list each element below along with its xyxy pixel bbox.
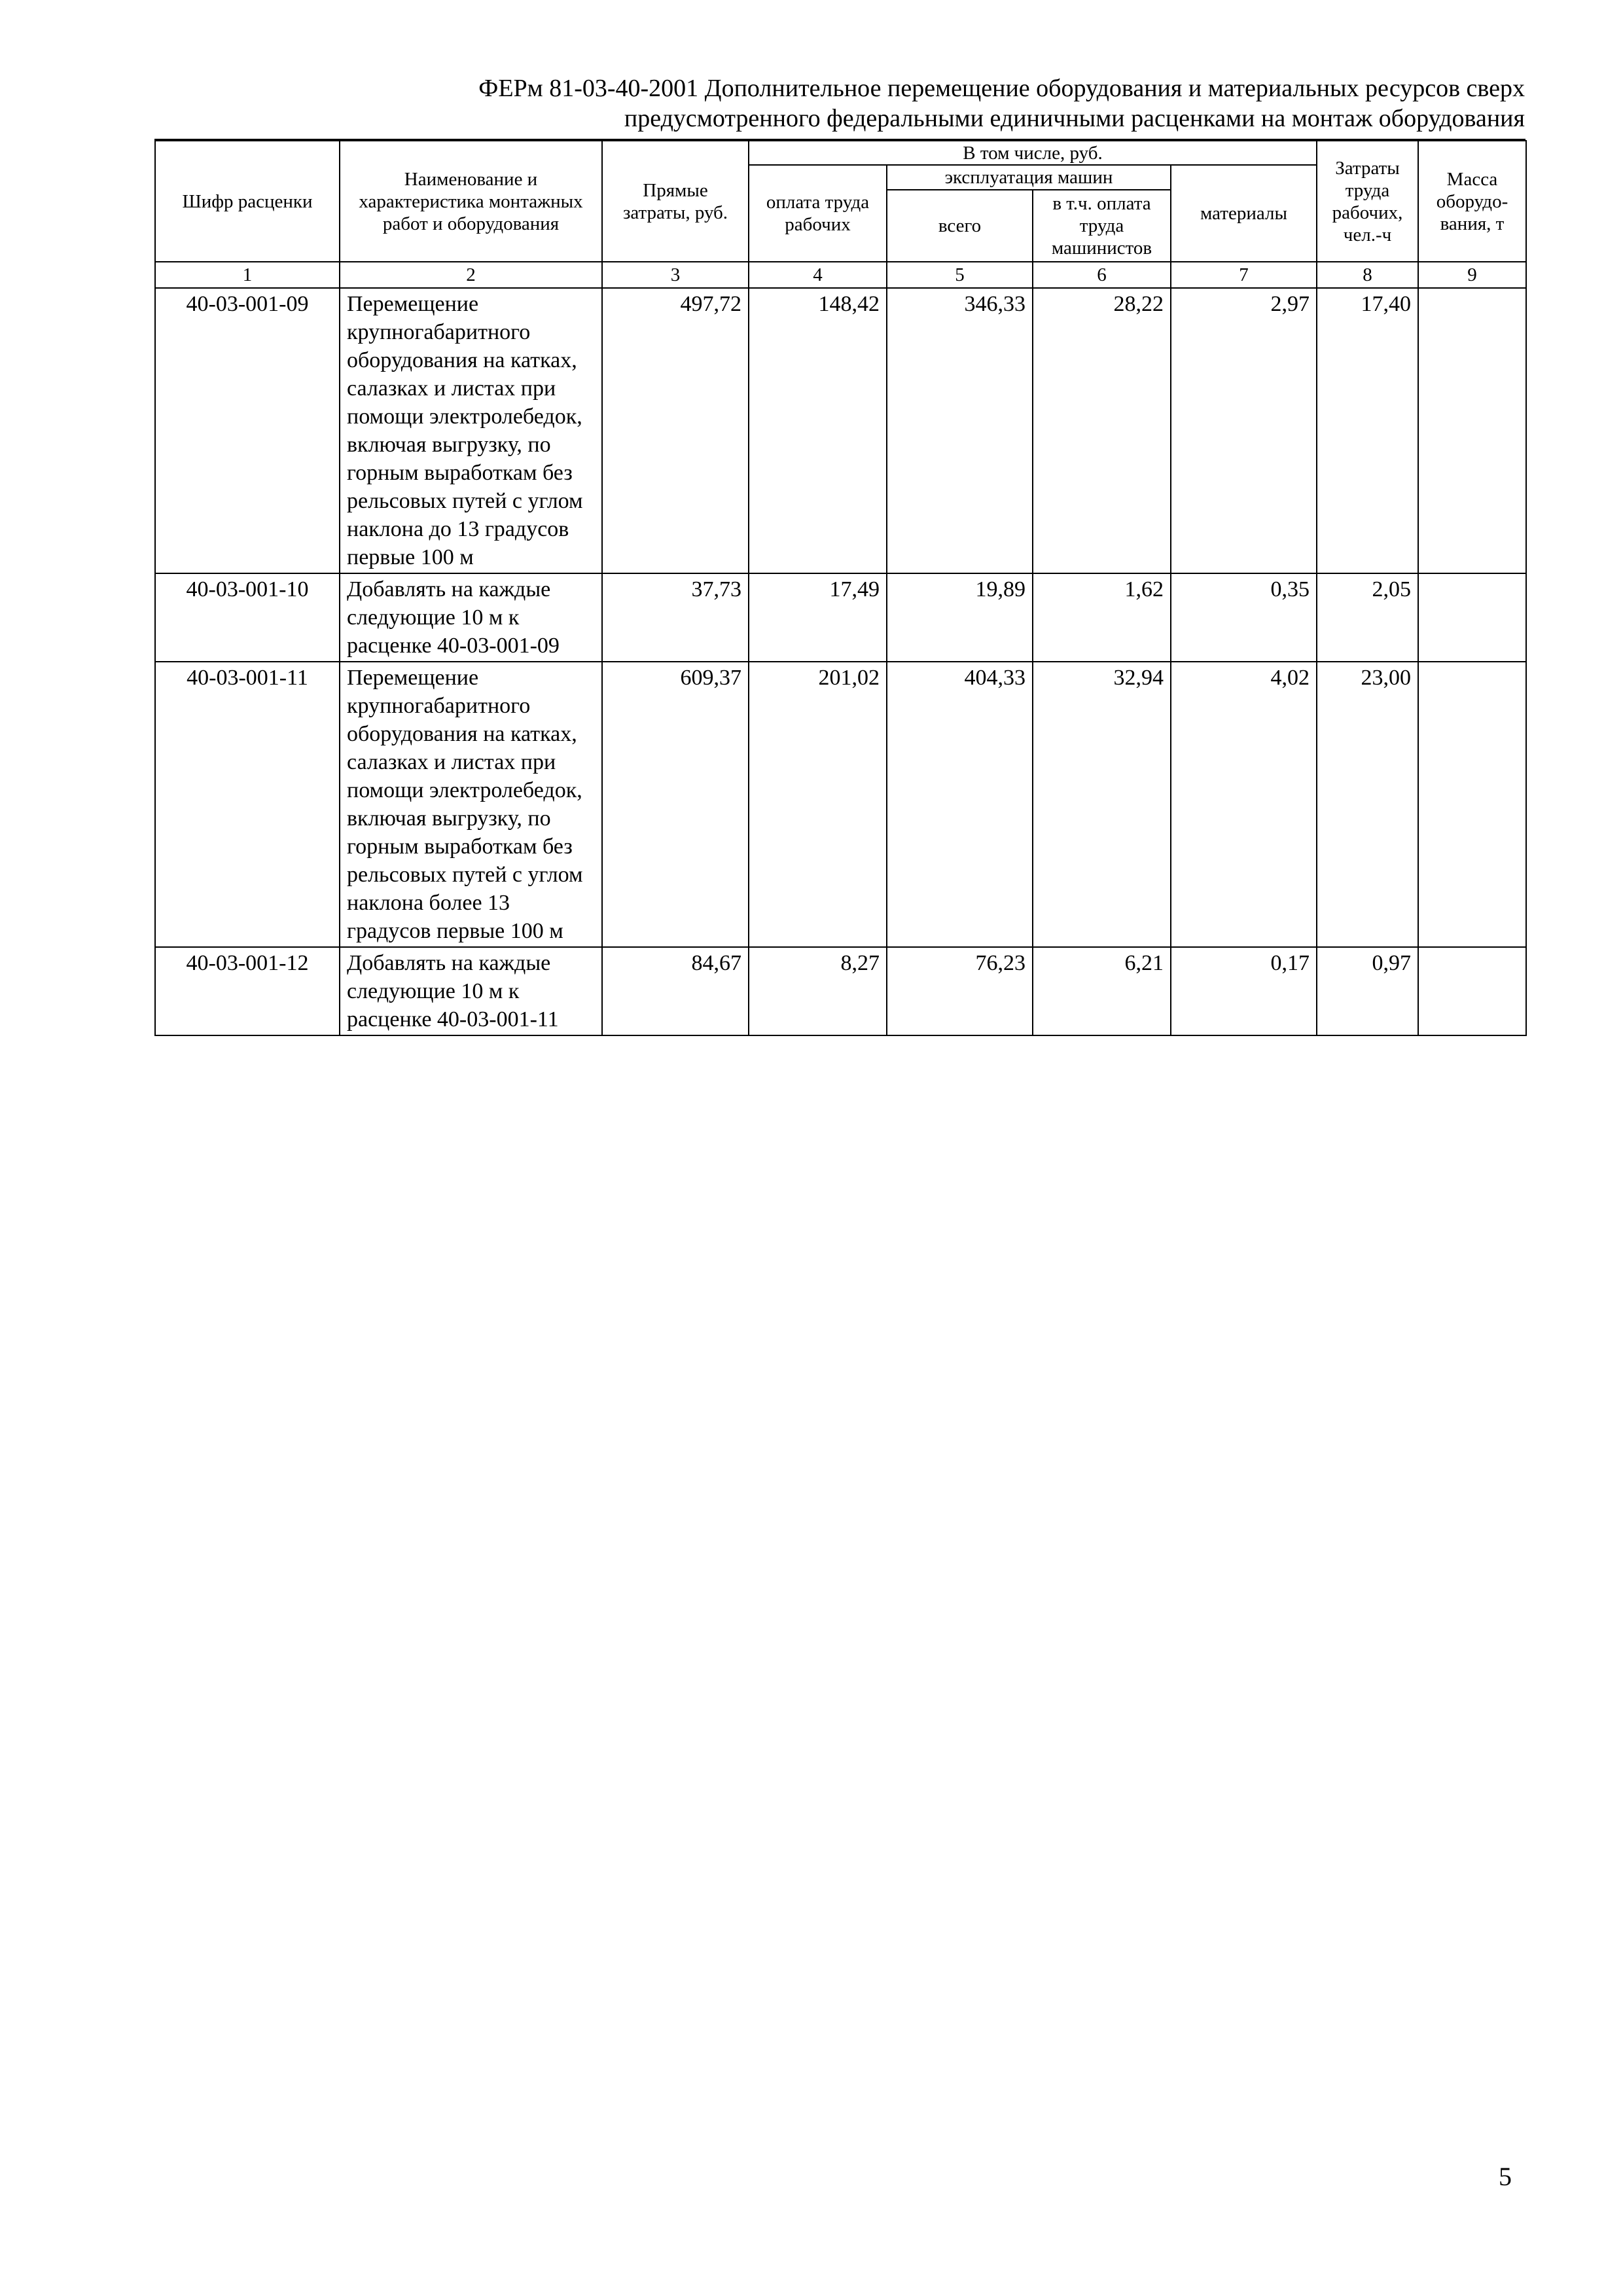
column-number: 9	[1418, 262, 1526, 288]
machines-labor: 6,21	[1033, 947, 1171, 1035]
table-row	[155, 288, 1526, 573]
machines-total: 404,33	[887, 662, 1033, 947]
rate-code: 40-03-001-12	[155, 947, 340, 1035]
table-row	[155, 662, 1526, 947]
direct-costs: 609,37	[602, 662, 749, 947]
header-direct-costs: Прямые затраты, руб.	[602, 141, 749, 262]
machines-total: 76,23	[887, 947, 1033, 1035]
materials: 4,02	[1171, 662, 1317, 947]
machines-labor: 1,62	[1033, 573, 1171, 662]
labor-pay: 8,27	[749, 947, 887, 1035]
labor-hours: 2,05	[1317, 573, 1418, 662]
rate-code: 40-03-001-09	[155, 288, 340, 573]
header-labor-hours: Затраты труда рабочих, чел.-ч	[1317, 141, 1418, 262]
labor-pay: 17,49	[749, 573, 887, 662]
work-description: Добавлять на каждые следующие 10 м к расценке 40-03-001-09	[340, 573, 602, 662]
work-description: Перемещение крупногабаритного оборудования на катках, салазках и листах при помощи электролебедок, включая выгрузку, по горным выработкам без рельсовых путей с углом наклона более 13 градусов первые 100 м	[340, 662, 602, 947]
column-number: 2	[340, 262, 602, 288]
header-labor-pay: оплата труда рабочих	[749, 165, 887, 262]
direct-costs: 497,72	[602, 288, 749, 573]
direct-costs: 37,73	[602, 573, 749, 662]
header-mass: Масса оборудо-вания, т	[1418, 141, 1526, 262]
materials: 0,17	[1171, 947, 1317, 1035]
rates-table	[154, 140, 1527, 1036]
rate-code: 40-03-001-11	[155, 662, 340, 947]
rate-code: 40-03-001-10	[155, 573, 340, 662]
header-including: В том числе, руб.	[749, 141, 1317, 165]
column-number: 7	[1171, 262, 1317, 288]
header-code: Шифр расценки	[155, 141, 340, 262]
equipment-mass	[1418, 947, 1526, 1035]
table-row	[155, 947, 1526, 1035]
header-name: Наименование и характеристика монтажных работ и оборудования	[340, 141, 602, 262]
header-machines-labor: в т.ч. оплата труда машинистов	[1033, 190, 1171, 262]
title-line-1: ФЕРм 81-03-40-2001 Дополнительное перемещение оборудования и материальных ресурсов сверх	[478, 75, 1525, 102]
labor-hours: 23,00	[1317, 662, 1418, 947]
header-machines-total: всего	[887, 190, 1033, 262]
equipment-mass	[1418, 662, 1526, 947]
work-description: Перемещение крупногабаритного оборудования на катках, салазках и листах при помощи электролебедок, включая выгрузку, по горным выработкам без рельсовых путей с углом наклона до 13 градусов первые 100 м	[340, 288, 602, 573]
labor-pay: 148,42	[749, 288, 887, 573]
direct-costs: 84,67	[602, 947, 749, 1035]
work-description: Добавлять на каждые следующие 10 м к расценке 40-03-001-11	[340, 947, 602, 1035]
machines-total: 346,33	[887, 288, 1033, 573]
equipment-mass	[1418, 573, 1526, 662]
page-number: 5	[1499, 2162, 1512, 2191]
equipment-mass	[1418, 288, 1526, 573]
column-number: 3	[602, 262, 749, 288]
labor-pay: 201,02	[749, 662, 887, 947]
machines-labor: 32,94	[1033, 662, 1171, 947]
machines-total: 19,89	[887, 573, 1033, 662]
labor-hours: 0,97	[1317, 947, 1418, 1035]
machines-labor: 28,22	[1033, 288, 1171, 573]
column-number: 1	[155, 262, 340, 288]
document-title	[154, 73, 1525, 134]
header-materials: материалы	[1171, 165, 1317, 262]
column-number: 6	[1033, 262, 1171, 288]
materials: 0,35	[1171, 573, 1317, 662]
table-row	[155, 573, 1526, 662]
column-number: 4	[749, 262, 887, 288]
column-numbers-row	[155, 262, 1526, 288]
header-machines: эксплуатация машин	[887, 165, 1171, 190]
column-number: 5	[887, 262, 1033, 288]
column-number: 8	[1317, 262, 1418, 288]
materials: 2,97	[1171, 288, 1317, 573]
labor-hours: 17,40	[1317, 288, 1418, 573]
title-line-2: предусмотренного федеральными единичными расценками на монтаж оборудования	[624, 105, 1525, 132]
